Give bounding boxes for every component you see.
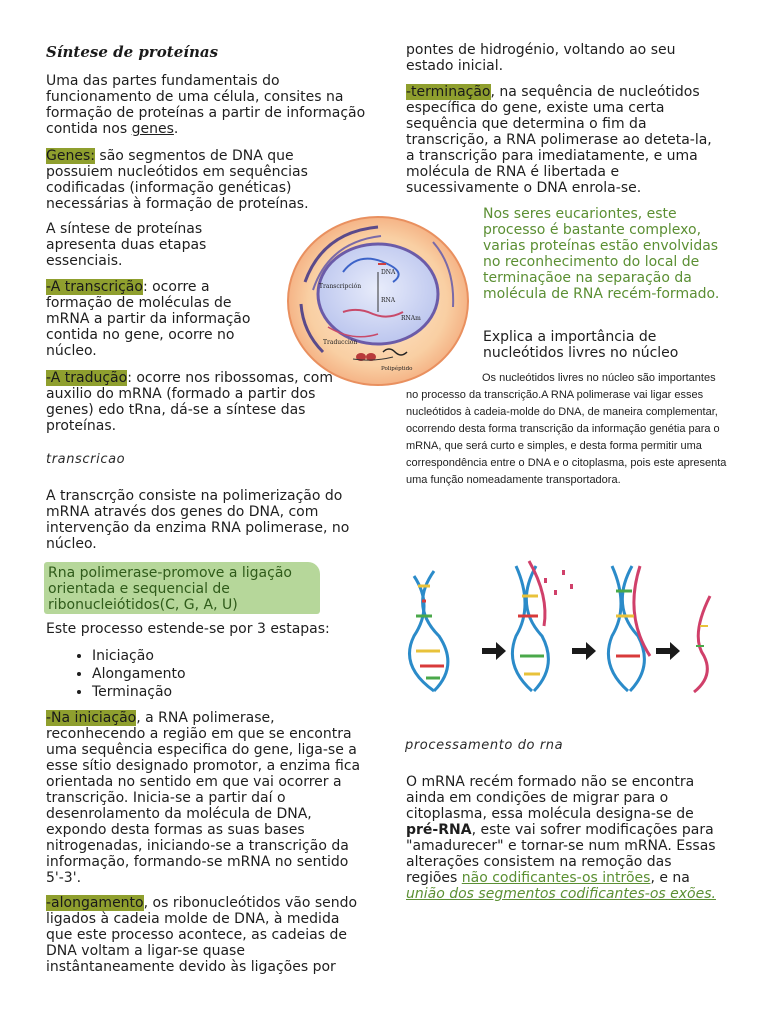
transcricao-text: : ocorre a formação de moléculas de mRNA a partir da informação contida no gene, ocorre no núcleo. bbox=[46, 279, 251, 359]
alongamento-paragraph bbox=[46, 895, 364, 975]
intro-text-a: Uma das partes fundamentais do funcionamento de uma célula, consites na formação de proteínas a partir de informação contida nos bbox=[46, 73, 366, 137]
intro-paragraph bbox=[46, 73, 366, 137]
intro-text-b: . bbox=[173, 121, 179, 137]
iniciacao-text: , a RNA polimerase, reconhecendo a região em que se encontra uma sequência especifica do gene, liga-se a esse sítio designado promotor, a enzima fica orientada no sentido em que vai ocorrer a transcrição. Inicia-se a partir daí o desenrolamento da molécula de DNA, expondo desta formas as suas bases nitrogenadas, iniciando-se a transcrição da informação, formando-se mRNA no sentido 5'-3'. bbox=[46, 710, 361, 886]
proc-text-c: , e na bbox=[650, 870, 690, 886]
list-item: • Alongamento bbox=[92, 665, 392, 683]
transcricao-paragraph bbox=[46, 279, 251, 359]
proc-text-a: O mRNA recém formado não se encontra ainda em condições de migrar para o citoplasma, essa molécula designa-se de bbox=[406, 774, 695, 822]
arrow-icon bbox=[656, 642, 680, 660]
pontes-paragraph: pontes de hidrogénio, voltando ao seu estado inicial. bbox=[406, 42, 676, 74]
intro-genes-word: genes bbox=[131, 121, 174, 137]
mrna-strand bbox=[694, 596, 710, 692]
dna-helix-3 bbox=[608, 566, 650, 691]
section-heading-transcricao: transcricao bbox=[46, 452, 126, 467]
cell-diagram bbox=[283, 212, 473, 390]
etapas-list bbox=[46, 647, 392, 701]
label-polipeptido: Polipéptido bbox=[381, 366, 413, 372]
dna-helix-2 bbox=[512, 561, 548, 691]
etapas-intro: Este processo estende-se por 3 estapas: bbox=[46, 621, 330, 637]
section-heading-processamento: processamento do rna bbox=[405, 738, 564, 753]
rna-polimerase-text: Rna polimerase-promove a ligação orientada e sequencial de ribonucleiótidos(C, G, A, U) bbox=[48, 565, 292, 613]
alongamento-text: , os ribonucleótidos vão sendo ligados à cadeia molde de DNA, à medida que este processo acontece, as cadeias de DNA voltam a ligar-se quase instântaneamente devido às ligações por bbox=[46, 895, 358, 975]
arrow-icon bbox=[572, 642, 596, 660]
transcricao-label: -A transcrição bbox=[46, 279, 143, 295]
transcricao-description: A transcrção consiste na polimerização do mRNA através dos genes do DNA, com intervenção da enzima RNA polimerase, no núcleo. bbox=[46, 488, 350, 552]
pre-rna-term: pré-RNA bbox=[406, 822, 472, 838]
arrow-icon bbox=[482, 642, 506, 660]
processamento-paragraph bbox=[406, 774, 724, 902]
genes-text: são segmentos de DNA que possuiem nucleótidos em sequências codificadas (informação genéticas) necessárias à formação de proteínas. bbox=[46, 148, 309, 212]
dna-transcription-illustration bbox=[404, 556, 722, 696]
sintese-paragraph: A síntese de proteínas apresenta duas etapas essenciais. bbox=[46, 221, 207, 269]
genes-label: Genes: bbox=[46, 148, 95, 164]
list-item: • Terminação bbox=[92, 683, 392, 701]
iniciacao-paragraph bbox=[46, 710, 364, 886]
page-title: Síntese de proteínas bbox=[46, 43, 219, 61]
answer-text: Os nucleótidos livres no núcleo são importantes no processo da transcrição.A RNA polimerase vai ligar esses nucleótidos à cadeia-molde do DNA, de maneira complementar, ocorrendo desta forma transcrição da informação genétia para o mRNA, que será curto e simples, e desta forma permitir uma correspondência entre o DNA e o citoplasma, pois este apresenta uma função nomeadamente transportadora. bbox=[406, 372, 727, 486]
rna-polimerase-box bbox=[44, 562, 320, 614]
proc-text-b: , este vai sofrer modificações para "amadurecer" e tornar-se num mRNA. Essas alterações consistem na remoção das regiões bbox=[406, 822, 716, 886]
traducao-text: : ocorre nos ribossomas, com auxilio do mRNA (formado a partir dos genes) edo tRna, dá-se a síntese das proteínas. bbox=[46, 370, 333, 434]
alongamento-label: -alongamento bbox=[46, 895, 144, 911]
terminacao-text: , na sequência de nucleótidos específica do gene, existe uma certa sequência que determina o fim da transcrição, a RNA polimerase ao deteta-la, a transcrição para imediatamente, e uma molécula de RNA é libertada e sucessivamente o DNA enrola-se. bbox=[406, 84, 712, 196]
label-traduccion: Traducción bbox=[323, 339, 358, 346]
dna-helix-1 bbox=[410, 571, 448, 691]
genes-paragraph bbox=[46, 148, 364, 212]
exoes-term: união dos segmentos codificantes-os exões. bbox=[406, 886, 716, 902]
label-dna: DNA bbox=[381, 269, 396, 276]
question-text: Explica a importância de nucleótidos livres no núcleo bbox=[483, 329, 679, 361]
label-transcripcion: Transcripción bbox=[319, 283, 362, 290]
traducao-label: -A tradução bbox=[46, 370, 128, 386]
label-rnam: RNAm bbox=[401, 315, 421, 322]
label-rna: RNA bbox=[381, 297, 396, 304]
terminacao-paragraph bbox=[406, 84, 722, 196]
eucariontes-paragraph: Nos seres eucariontes, este processo é bastante complexo, varias proteínas estão envolvidas no reconhecimento do local de terminaçãoe na separação da molécula de RNA recém-formado. bbox=[483, 206, 720, 302]
iniciacao-label: -Na iniciação bbox=[46, 710, 137, 726]
introes-term: não codificantes-os intrões bbox=[461, 870, 651, 886]
list-item: • Iniciação bbox=[92, 647, 392, 665]
terminacao-label: -terminação bbox=[406, 84, 491, 100]
